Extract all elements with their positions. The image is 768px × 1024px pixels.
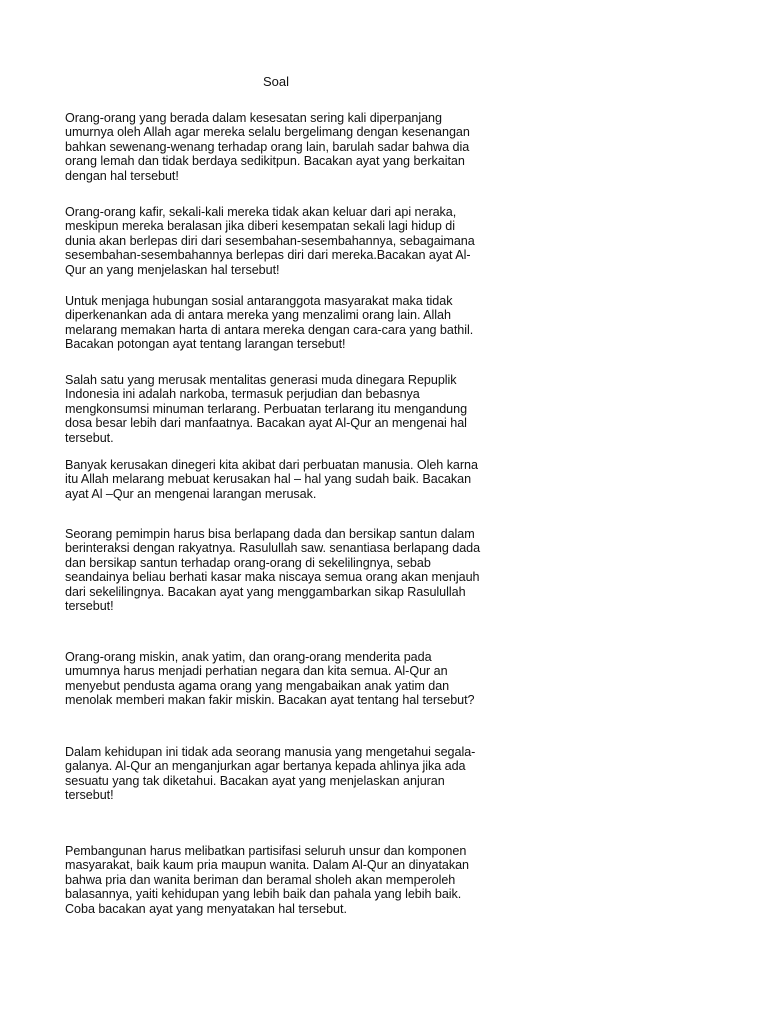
question-paragraph-5: Banyak kerusakan dinegeri kita akibat dari perbuatan manusia. Oleh karna itu Allah melarang mebuat kerusakan hal – hal yang sudah baik. Bacakan ayat Al –Qur an mengenai larangan merusak. bbox=[65, 458, 478, 501]
question-paragraph-9: Pembangunan harus melibatkan partisifasi seluruh unsur dan komponen masyarakat, baik kaum pria maupun wanita. Dalam Al-Qur an dinyatakan bahwa pria dan wanita beriman dan beramal sholeh akan memperoleh balasannya, yaiti kehidupan yang lebih baik dan pahala yang lebih baik. Coba bacakan ayat yang menyatakan hal tersebut. bbox=[65, 844, 469, 916]
question-paragraph-7: Orang-orang miskin, anak yatim, dan orang-orang menderita pada umumnya harus menjadi perhatian negara dan kita semua. Al-Qur an menyebut pendusta agama orang yang mengabaikan anak yatim dan menolak memberi makan fakir miskin. Bacakan ayat tentang hal tersebut? bbox=[65, 650, 475, 708]
question-paragraph-3: Untuk menjaga hubungan sosial antaranggota masyarakat maka tidak diperkenankan ada di antara mereka yang menzalimi orang lain. Allah melarang memakan harta di antara mereka dengan cara-cara yang bathil. Bacakan potongan ayat tentang larangan tersebut! bbox=[65, 294, 474, 352]
page-title: Soal bbox=[263, 74, 290, 89]
question-paragraph-6: Seorang pemimpin harus bisa berlapang dada dan bersikap santun dalam berinteraksi dengan rakyatnya. Rasulullah saw. senantiasa berlapang dada dan bersikap santun terhadap orang-orang di sekelilingnya, sebab seandainya beliau berhati kasar maka niscaya semua orang akan menjauh dari sekelilingnya. Bacakan ayat yang menggambarkan sikap Rasulullah tersebut! bbox=[65, 527, 481, 614]
question-paragraph-2: Orang-orang kafir, sekali-kali mereka tidak akan keluar dari api neraka, meskipun mereka beralasan jika diberi kesempatan sekali lagi hidup di dunia akan berlepas diri dari sesembahan-sesembahannya, sebagaimana sesembahan-sesembahannya berlepas diri dari mereka.Bacakan ayat Al- Qur an yang menjelaskan hal tersebut! bbox=[65, 205, 475, 277]
question-paragraph-4: Salah satu yang merusak mentalitas generasi muda dinegara Repuplik Indonesia ini adalah narkoba, termasuk perjudian dan bebasnya mengkonsumsi minuman terlarang. Perbuatan terlarang itu mengandung dosa besar lebih dari manfaatnya. Bacakan ayat Al-Qur an mengenai hal tersebut. bbox=[65, 373, 468, 445]
question-paragraph-8: Dalam kehidupan ini tidak ada seorang manusia yang mengetahui segala- galanya. Al-Qur an menganjurkan agar bertanya kepada ahlinya jika ada sesuatu yang tak diketahui. Bacakan ayat yang menjelaskan anjuran tersebut! bbox=[65, 745, 476, 803]
question-paragraph-1: Orang-orang yang berada dalam kesesatan sering kali diperpanjang umurnya oleh Allah agar mereka selalu bergelimang dengan kesenangan bahkan sewenang-wenang terhadap orang lain, barulah sadar bahwa dia orang lemah dan tidak berdaya sedikitpun. Bacakan ayat yang berkaitan dengan hal tersebut! bbox=[65, 111, 470, 183]
